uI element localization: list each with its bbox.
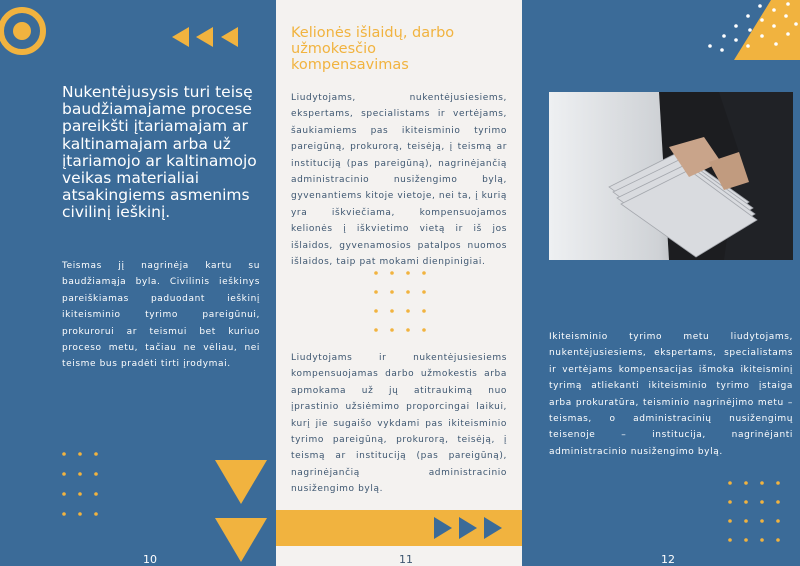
page-number: 10 bbox=[143, 553, 157, 566]
page-12-panel bbox=[522, 0, 800, 566]
dots-triangle-decoration bbox=[684, 0, 800, 62]
dot-grid-decoration bbox=[371, 268, 433, 338]
dot-grid-decoration bbox=[60, 450, 110, 526]
section-title: Kelionės išlaidų, darbo užmokesčio kompensavimas bbox=[291, 25, 455, 73]
compensation-payer-body: Ikiteisminio tyrimo metu liudytojams, nukentėjusiesiems, ekspertams, specialistams ir vertėjams kompensacijas išmoka ikiteisminį tyrimą atliekanti ikiteisminio tyrimo įstaiga arba prokuratūra, teisminio nagrinėjimo metu – teismas, o administracinių nusižengimų teisenoje – institucija, nagrinėjanti administracinio nusižengimo bylą. bbox=[549, 332, 793, 457]
page-number: 11 bbox=[399, 553, 413, 566]
salary-compensation-paragraph: Liudytojams ir nukentėjusiesiems kompensuojamas darbo užmokestis arba apmokama už jų atitraukimą nuo įprastinio užsiėmimo proporcingai laikui, kurį jie sugaišo vykdami pas ikiteisminio tyrimo pareigūną, prokurorą, teisėją, į teismą ar instituciją (pas pareigūną), nagrinėjančią administracinio nusižengimo bylą. bbox=[291, 353, 507, 495]
civil-claim-heading: Nukentėjusysis turi teisę baudžiamajame procese pareikšti įtariamajam ar kaltinamajam arba už įtariamojo ar kaltinamojo veikas materialiai atsakingiems asmenims civilinį ieškinį. bbox=[62, 83, 257, 222]
documents-photo bbox=[549, 92, 793, 260]
left-arrows-decoration bbox=[170, 27, 245, 49]
page-number: 12 bbox=[661, 553, 675, 566]
travel-costs-paragraph: Liudytojams, nukentėjusiesiems, ekspertams, specialistams ir vertėjams, šaukiamiems pas ikiteisminio tyrimo pareigūną, prokurorą, teisėją, į teismą ar instituciją (pas pareigūną), nagrinėjančią administracinio nusižengimo bylą, gyvenantiems kitoje vietoje, nei ta, į kurią yra iškviečiama, kompensuojamos kelionės į iškvietimo vietą ir iš jos išlaidos, gyvenamosios patalpos nuomos išlaidos, taip pat mokami dienpinigiai. bbox=[291, 93, 507, 268]
page-10-panel bbox=[0, 0, 276, 566]
right-arrows-decoration bbox=[432, 516, 512, 540]
dot-grid-decoration bbox=[725, 478, 785, 554]
circle-decoration bbox=[0, 0, 70, 70]
down-triangles-decoration bbox=[212, 456, 272, 566]
civil-claim-body: Teismas jį nagrinėja kartu su baudžiamąja byla. Civilinis ieškinys pareiškiamas paduodant ieškinį ikiteisminio tyrimo pareigūnui, prokurorui ar teismui bet kuriuo proceso metu, tačiau ne vėliau, nei teisme bus pradėti tirti įrodymai. bbox=[62, 261, 260, 370]
page-11-panel bbox=[276, 0, 522, 566]
